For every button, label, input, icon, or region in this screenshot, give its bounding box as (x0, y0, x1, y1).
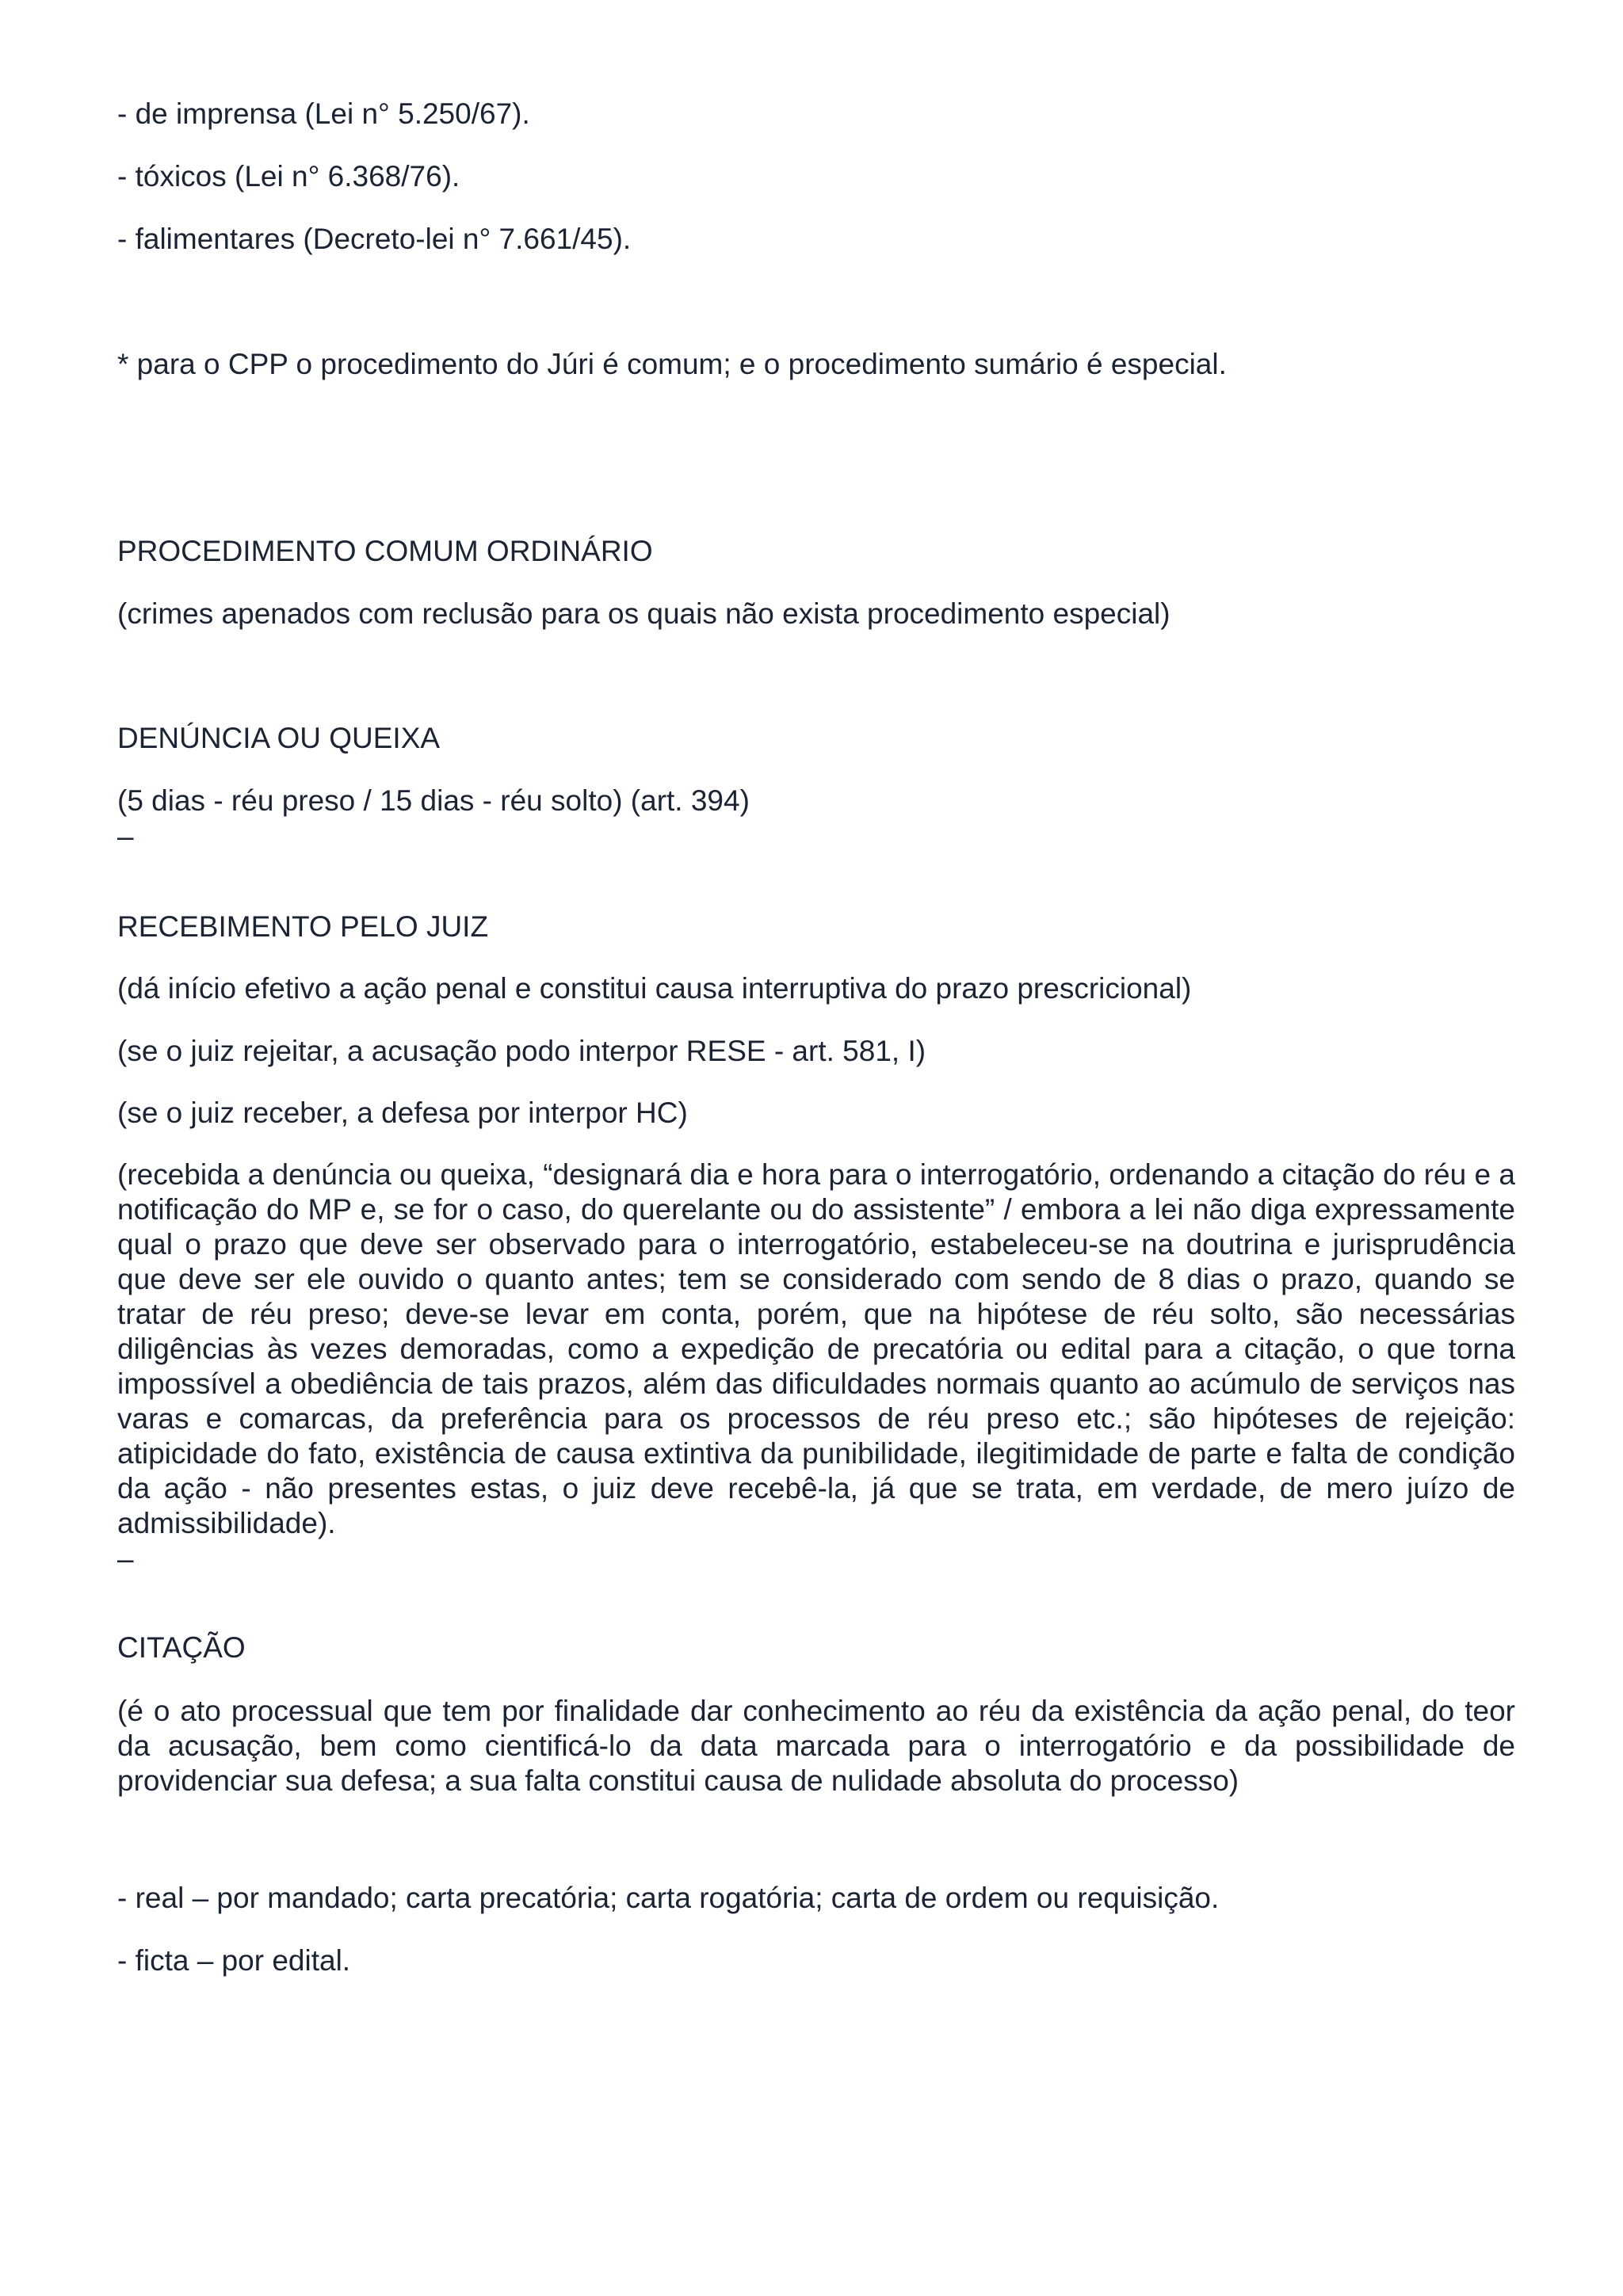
dash-separator: – (117, 1543, 134, 1575)
list-item-toxicos: - tóxicos (Lei n° 6.368/76). (117, 160, 460, 193)
heading-recebimento: RECEBIMENTO PELO JUIZ (117, 910, 489, 943)
note-cpp: * para o CPP o procedimento do Júri é comum; e o procedimento sumário é especial. (117, 348, 1227, 380)
list-item-imprensa: - de imprensa (Lei n° 5.250/67). (117, 97, 530, 130)
heading-citacao: CITAÇÃO (117, 1631, 246, 1664)
heading-denuncia: DENÚNCIA OU QUEIXA (117, 722, 441, 754)
list-item-falimentares: - falimentares (Decreto-lei n° 7.661/45). (117, 223, 632, 255)
text-crimes-apenados: (crimes apenados com reclusão para os quais não exista procedimento especial) (117, 597, 1170, 630)
text-inicio-acao: (dá início efetivo a ação penal e constitui causa interruptiva do prazo prescricional) (117, 972, 1192, 1005)
list-item-ficta: - ficta – por edital. (117, 1944, 351, 1977)
paragraph-recebida-denuncia: (recebida a denúncia ou queixa, “designará dia e hora para o interrogatório, ordenando a citação do réu e a notificação do MP e, se for o caso, do querelante ou do assistente” / embora a lei não diga expressamente qual o prazo que deve ser observado para o interrogatório, estabeleceu-se na doutrina e jurisprudência que deve ser ele ouvido o quanto antes; tem se considerado com sendo de 8 dias o prazo, quando se tratar de réu preso; deve-se levar em conta, porém, que na hipótese de réu solto, são necessárias diligências às vezes demoradas, como a expedição de precatória ou edital para a citação, o que torna impossível a obediência de tais prazos, além das dificuldades normais quanto ao acúmulo de serviços nas varas e comarcas, da preferência para os processos de réu preso etc.; são hipóteses de rejeição: atipicidade do fato, existência de causa extintiva da punibilidade, ilegitimidade de parte e falta de condição da ação - não presentes estas, o juiz deve recebê-la, já que se trata, em verdade, de mero juízo de admissibilidade). (117, 1158, 1515, 1539)
text-prazos-denuncia: (5 dias - réu preso / 15 dias - réu solto) (art. 394) (117, 784, 750, 817)
list-item-real: - real – por mandado; carta precatória; carta rogatória; carta de ordem ou requisição. (117, 1882, 1220, 1914)
paragraph-citacao: (é o ato processual que tem por finalidade dar conhecimento ao réu da existência da ação penal, do teor da acusação, bem como cientificá-lo da data marcada para o interrogatório e da possibilidade de providenciar sua defesa; a sua falta constitui causa de nulidade absoluta do processo) (117, 1695, 1515, 1797)
dash-separator: – (117, 820, 134, 852)
text-juiz-receber: (se o juiz receber, a defesa por interpor HC) (117, 1097, 688, 1129)
text-juiz-rejeitar: (se o juiz rejeitar, a acusação podo interpor RESE - art. 581, I) (117, 1035, 926, 1067)
heading-procedimento-comum: PROCEDIMENTO COMUM ORDINÁRIO (117, 535, 653, 567)
